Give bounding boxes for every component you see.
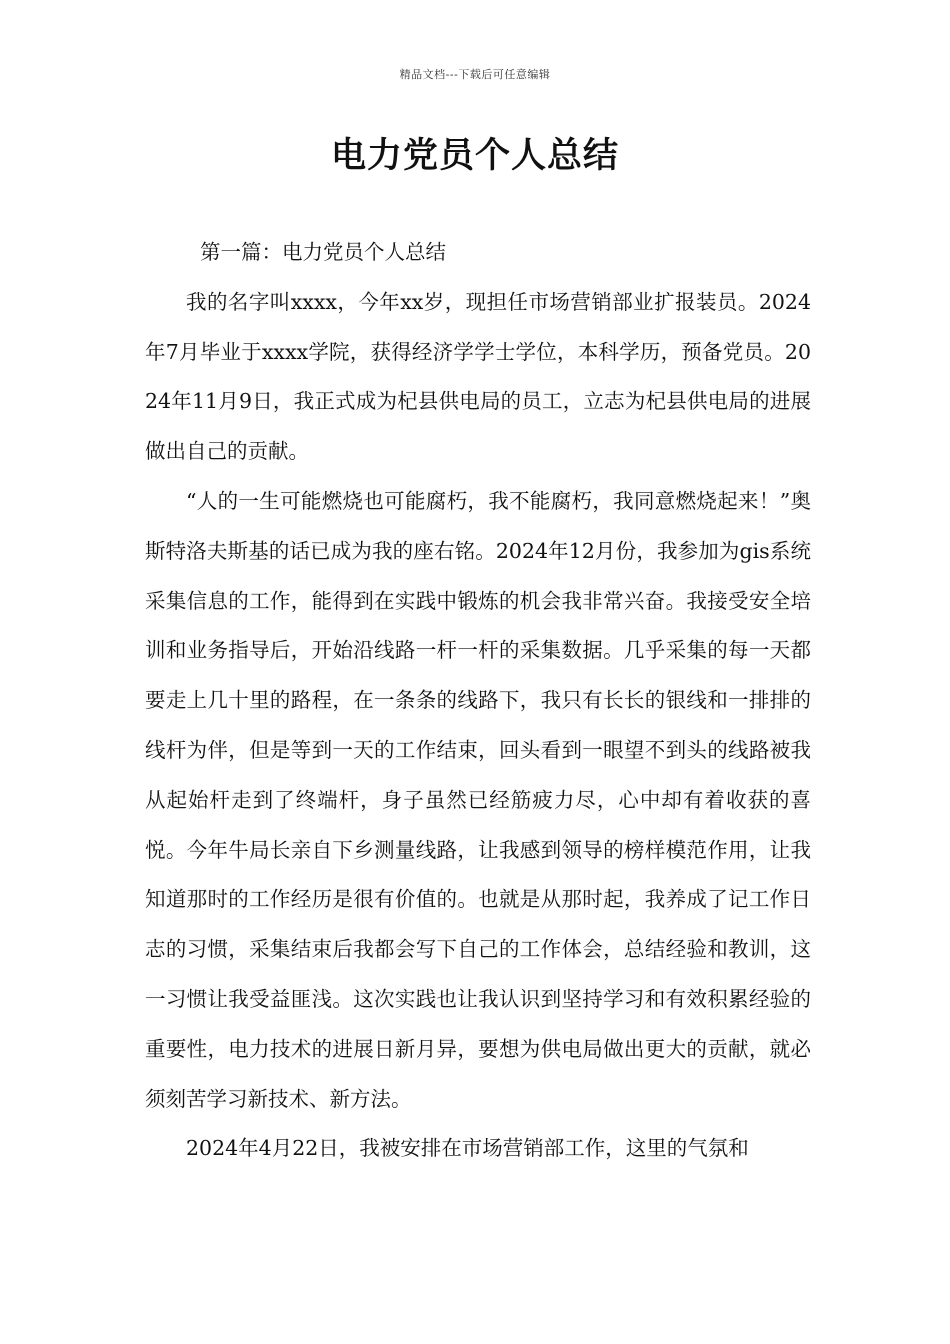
document-body [145, 228, 811, 1174]
section-heading: 第一篇：电力党员个人总结 [200, 240, 446, 264]
document-title: 电力党员个人总结 [330, 136, 619, 176]
page-header-note: 精品文档---下载后可任意编辑 [399, 68, 551, 81]
paragraph-marketing-dept: 2024年4月22日，我被安排在市场营销部工作，这里的气氛和 [186, 1136, 749, 1161]
paragraph-gis-work: “人的一生可能燃烧也可能腐朽，我不能腐朽，我同意燃烧起来！”奥斯特洛夫斯基的话已成为我的座右铭。2024年12月份，我参加为gis系统采集信息的工作，能得到在实践中锻炼的机会我非常兴奋。我接受安全培训和业务指导后，开始沿线路一杆一杆的采集数据。几乎采集的每一天都要走上几十里的路程，在一条条的线路下，我只有长长的银线和一排排的线杆为伴，但是等到一天的工作结束，回头看到一眼望不到头的线路被我从起始杆走到了终端杆，身子虽然已经筋疲力尽，心中却有着收获的喜悦。今年牛局长亲自下乡测量线路，让我感到领导的榜样模范作用，让我知道那时的工作经历是很有价值的。也就是从那时起，我养成了记工作日志的习惯，采集结束后我都会写下自己的工作体会，总结经验和教训，这一习惯让我受益匪浅。这次实践也让我认识到坚持学习和有效积累经验的重要性，电力技术的进展日新月异，要想为供电局做出更大的贡献，就必须刻苦学习新技术、新方法。 [145, 488, 811, 1111]
paragraph-intro: 我的名字叫xxxx，今年xx岁，现担任市场营销部业扩报装员。2024年7月毕业于xxxx学院，获得经济学学士学位，本科学历，预备党员。2024年11月9日，我正式成为杞县供电局的员工，立志为杞县供电局的进展做出自己的贡献。 [145, 289, 811, 464]
